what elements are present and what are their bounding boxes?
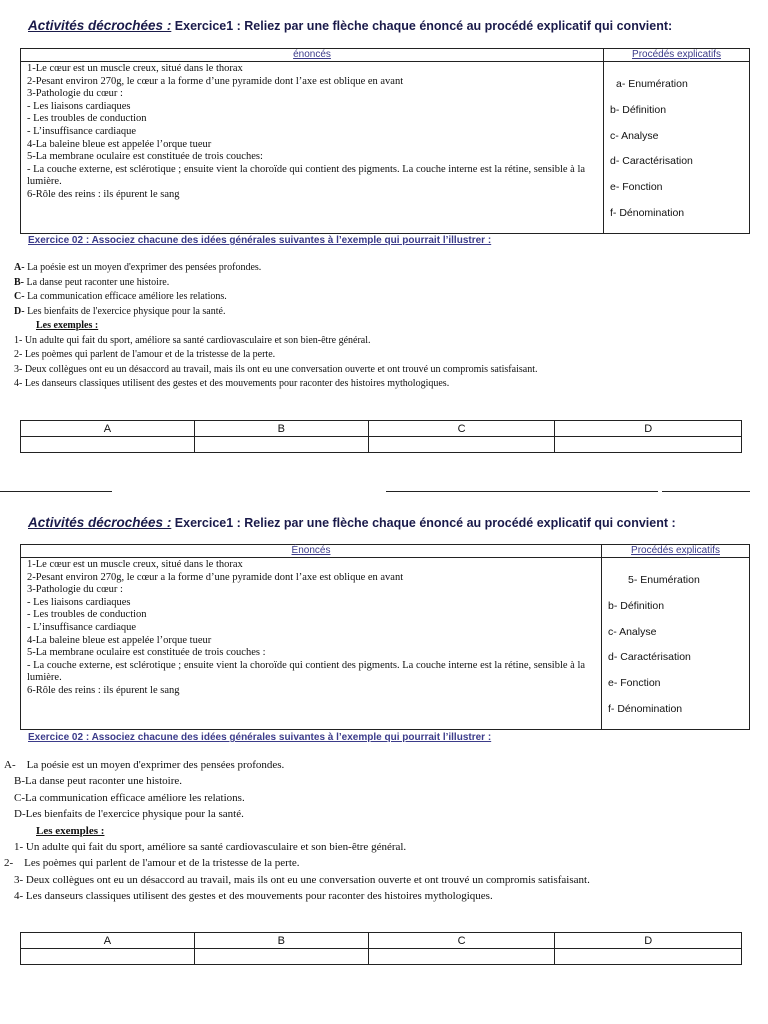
exercise1-title (28, 515, 676, 530)
activity-label: Activités décrochées : (28, 515, 172, 530)
idea-text: Les bienfaits de l'exercice physique pour la santé. (24, 305, 226, 317)
statement-line: - La couche externe, est sclérotique ; ensuite vient la choroïde qui contient des pigments. La couche interne est la rétine, sensible à la lumière. (27, 659, 586, 684)
col-procedes-header: Procédés explicatifs (604, 49, 750, 62)
col-enonces-header: énoncés (21, 49, 604, 62)
idea-key: A- (14, 262, 25, 273)
examples-title: Les exemples : (36, 824, 105, 837)
statement-line: 3-Pathologie du cœur : (27, 584, 123, 596)
example-line: 4- Les danseurs classiques utilisent des gestes et des mouvements pour raconter des histoires mythologiques. (14, 890, 493, 903)
procede-item: e- Fonction (608, 677, 661, 690)
statement-line: 3-Pathologie du cœur : (27, 88, 123, 100)
statement-line: 4-La baleine bleue est appelée l’orque tueur (27, 634, 212, 646)
answer-header-c: C (368, 421, 555, 437)
statement-line: 5-La membrane oculaire est constituée de trois couches : (27, 647, 266, 659)
example-line: 3- Deux collègues ont eu un désaccord au travail, mais ils ont eu une conversation ouverte et ont trouvé un compromis satisfaisant. (14, 873, 590, 886)
example-line: 2- Les poèmes qui parlent de l'amour et de la tristesse de la perte. (4, 857, 300, 870)
procede-item: f- Dénomination (610, 206, 685, 219)
idea-key: D- (14, 305, 25, 317)
idea-line (14, 792, 245, 804)
procede-item: 5- Enumération (628, 574, 700, 586)
statement-line: 2-Pesant environ 270g, le cœur a la forme d’une pyramide dont l’axe est oblique en avant (27, 571, 404, 583)
idea-text: La danse peut raconter une histoire. (24, 276, 170, 288)
procede-item: f- Dénomination (608, 702, 683, 715)
exercise1-instruction: Exercice1 : Reliez par une flèche chaque énoncé au procédé explicatif qui convient : (171, 516, 676, 530)
idea-key: C- (14, 291, 25, 302)
examples-title: Les exemples : (36, 320, 99, 331)
procede-item: b- Définition (608, 599, 665, 612)
exercise1-instruction: Exercice1 : Reliez par une flèche chaque énoncé au procédé explicatif qui convient: (171, 19, 673, 33)
procede-item: c- Analyse (608, 625, 657, 638)
idea-text: La poésie est un moyen d'exprimer des pensées profondes. (15, 759, 285, 771)
idea-text: La poésie est un moyen d'exprimer des pensées profondes. (24, 262, 262, 273)
statement-line: - Les troubles de conduction (27, 113, 147, 125)
answer-header-a: A (21, 421, 195, 437)
idea-key: C- (14, 791, 25, 804)
idea-text: La communication efficace améliore les relations. (25, 791, 245, 804)
statement-line: - L’insuffisance cardiaque (27, 621, 137, 633)
answer-header-b: B (194, 421, 368, 437)
col-enonces-header: Énoncés (21, 545, 602, 558)
procedes-cell (602, 558, 750, 730)
exercise2-title: Exercice 02 : Associez chacune des idées générales suivantes à l’exemple qui pourrait l’illustrer : (28, 235, 492, 246)
statement-line: 4-La baleine bleue est appelée l’orque tueur (27, 138, 212, 150)
idea-key: B- (14, 775, 25, 788)
statement-line: 1-Le cœur est un muscle creux, situé dans le thorax (27, 63, 243, 74)
idea-line (4, 759, 284, 771)
procede-item: d- Caractérisation (610, 155, 693, 168)
answer-cell-b[interactable] (194, 949, 368, 965)
idea-line (14, 808, 244, 820)
statement-line: - Les troubles de conduction (27, 609, 147, 621)
exercise2-title: Exercice 02 : Associez chacune des idées générales suivantes à l’exemple qui pourrait l’illustrer : (28, 732, 492, 743)
example-line: 3- Deux collègues ont eu un désaccord au travail, mais ils ont eu une conversation ouverte et ont trouvé un compromis satisfaisant. (14, 363, 538, 375)
statements-cell (21, 558, 602, 730)
statement-line: 6-Rôle des reins : ils épurent le sang (27, 188, 180, 200)
statement-line: 6-Rôle des reins : ils épurent le sang (27, 684, 180, 696)
procede-item: a- Enumération (616, 78, 688, 90)
idea-key: A- (4, 759, 16, 771)
statement-line: 5-La membrane oculaire est constituée de trois couches: (27, 151, 263, 163)
idea-text: Les bienfaits de l'exercice physique pour la santé. (25, 808, 244, 821)
procede-item: b- Définition (610, 103, 667, 116)
idea-text: La communication efficace améliore les relations. (24, 291, 227, 302)
statement-line: 2-Pesant environ 270g, le cœur a la forme d’une pyramide dont l’axe est oblique en avant (27, 75, 404, 87)
idea-key: B- (14, 276, 24, 288)
idea-text: La danse peut raconter une histoire. (25, 775, 182, 788)
answer-cell-c[interactable] (368, 949, 555, 965)
answer-header-d: D (555, 933, 742, 949)
procede-item: e- Fonction (610, 181, 663, 194)
procede-item: d- Caractérisation (608, 651, 691, 664)
example-line: 4- Les danseurs classiques utilisent des gestes et des mouvements pour raconter des histoires mythologiques. (14, 378, 450, 389)
answer-cell-a[interactable] (21, 949, 195, 965)
answer-header-d: D (555, 421, 742, 437)
procede-item: c- Analyse (610, 129, 659, 142)
statement-line: - La couche externe, est sclérotique ; ensuite vient la choroïde qui contient des pigments. La couche interne est la rétine, sensible à la lumière. (27, 163, 586, 188)
example-line: 2- Les poèmes qui parlent de l'amour et de la tristesse de la perte. (14, 349, 276, 360)
statements-table (20, 544, 750, 730)
idea-line (14, 775, 182, 787)
answer-header-a: A (21, 933, 195, 949)
answer-table (20, 932, 742, 965)
statement-line: - Les liaisons cardiaques (27, 596, 131, 608)
answer-header-c: C (368, 933, 555, 949)
col-procedes-header: Procédés explicatifs (602, 545, 750, 558)
idea-key: D- (14, 808, 26, 821)
statement-line: - L’insuffisance cardiaque (27, 125, 137, 137)
statement-line: 1-Le cœur est un muscle creux, situé dans le thorax (27, 559, 243, 570)
statement-line: - Les liaisons cardiaques (27, 100, 131, 112)
answer-header-b: B (194, 933, 368, 949)
activity-label: Activités décrochées : (28, 18, 172, 33)
example-line: 1- Un adulte qui fait du sport, améliore sa santé cardiovasculaire et son bien-être général. (14, 841, 407, 853)
answer-cell-d[interactable] (555, 949, 742, 965)
example-line: 1- Un adulte qui fait du sport, améliore sa santé cardiovasculaire et son bien-être général. (14, 334, 371, 346)
